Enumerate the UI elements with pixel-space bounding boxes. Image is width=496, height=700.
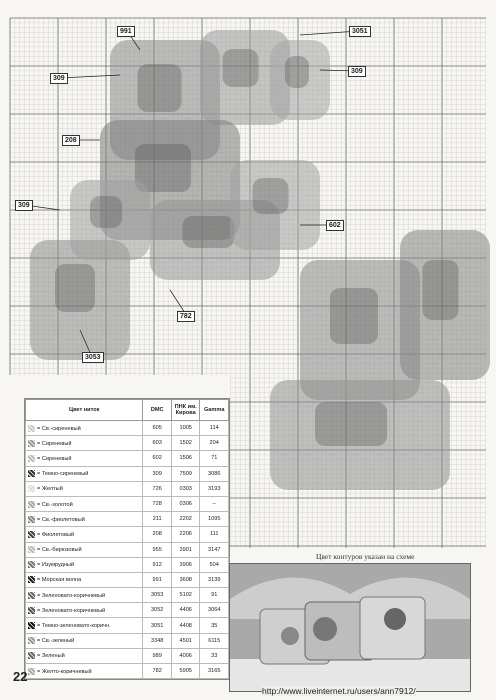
legend-row — [26, 557, 229, 572]
legend-gamma: 504 — [200, 557, 229, 572]
legend-dmc: 208 — [143, 527, 172, 542]
legend-thread-name: = Морская волна — [26, 572, 143, 587]
legend-gamma: 3086 — [200, 466, 229, 481]
legend-pnk: 1005 — [171, 421, 200, 436]
legend-pnk: 5102 — [171, 588, 200, 603]
legend-gamma: 71 — [200, 451, 229, 466]
legend-pnk: 3608 — [171, 572, 200, 587]
stitch-symbol-icon — [28, 516, 35, 523]
legend-pnk: 4406 — [171, 603, 200, 618]
legend-pnk: 5905 — [171, 664, 200, 679]
legend-gamma: 1095 — [200, 512, 229, 527]
legend-row — [26, 572, 229, 587]
stitch-symbol-icon — [28, 668, 35, 675]
legend-dmc: 782 — [143, 664, 172, 679]
color-code-label: 309 — [50, 73, 68, 84]
legend-pnk: 3906 — [171, 557, 200, 572]
legend-gamma: 114 — [200, 421, 229, 436]
color-code-label: 602 — [326, 220, 344, 231]
legend-thread-name: = Изумрудный — [26, 557, 143, 572]
legend-thread-name: = Зеленовато-коричневый — [26, 588, 143, 603]
legend-gamma: 3165 — [200, 664, 229, 679]
color-code-label: 309 — [15, 200, 33, 211]
stitch-symbol-icon — [28, 576, 35, 583]
legend-pnk: 2202 — [171, 512, 200, 527]
caption: Цвет контуров указан на схеме — [316, 552, 415, 561]
legend-row — [26, 664, 229, 679]
legend-row — [26, 451, 229, 466]
legend-header-dmc: DMC — [143, 400, 172, 421]
legend-row — [26, 421, 229, 436]
legend-pnk: 4501 — [171, 633, 200, 648]
watermark-url[interactable]: http://www.liveinternet.ru/users/ann7912/ — [262, 686, 416, 696]
legend-gamma: 3139 — [200, 572, 229, 587]
legend-thread-name: = Желтый — [26, 481, 143, 496]
stitch-symbol-icon — [28, 652, 35, 659]
legend-dmc: 3051 — [143, 618, 172, 633]
stitch-symbol-icon — [28, 440, 35, 447]
legend-pnk: 2206 — [171, 527, 200, 542]
legend-row — [26, 542, 229, 557]
color-code-label: 991 — [117, 26, 135, 37]
color-code-label: 3053 — [82, 352, 104, 363]
stitch-symbol-icon — [28, 470, 35, 477]
legend-gamma: – — [200, 496, 229, 511]
legend-row — [26, 648, 229, 663]
stitch-symbol-icon — [28, 561, 35, 568]
legend-thread-name: = Св.-зеленый — [26, 633, 143, 648]
legend-dmc: 726 — [143, 481, 172, 496]
legend-row — [26, 603, 229, 618]
stitch-symbol-icon — [28, 637, 35, 644]
legend-dmc: 3053 — [143, 588, 172, 603]
legend-dmc: 3052 — [143, 603, 172, 618]
legend-thread-name: = Зеленовато-коричневый — [26, 603, 143, 618]
color-code-label: 3051 — [349, 26, 371, 37]
legend-thread-name: = Зеленый — [26, 648, 143, 663]
legend-pnk: 3901 — [171, 542, 200, 557]
photo-illustration — [230, 564, 470, 691]
legend-gamma: 3064 — [200, 603, 229, 618]
legend-row — [26, 633, 229, 648]
stitch-symbol-icon — [28, 592, 35, 599]
legend-pnk: 4006 — [171, 648, 200, 663]
legend-row — [26, 618, 229, 633]
legend-thread-name: = Желто-коричневый — [26, 664, 143, 679]
legend-dmc: 603 — [143, 436, 172, 451]
legend-gamma: 91 — [200, 588, 229, 603]
legend-gamma: 111 — [200, 527, 229, 542]
legend-pnk: 1506 — [171, 451, 200, 466]
color-code-label: 782 — [177, 311, 195, 322]
product-photo — [229, 563, 471, 692]
legend-thread-name: = Сиреневый — [26, 436, 143, 451]
legend-dmc: 912 — [143, 557, 172, 572]
stitch-symbol-icon — [28, 455, 35, 462]
legend-table — [25, 399, 229, 679]
legend-dmc: 211 — [143, 512, 172, 527]
legend-dmc: 989 — [143, 648, 172, 663]
stitch-symbol-icon — [28, 485, 35, 492]
color-legend — [24, 398, 230, 680]
color-code-label: 208 — [62, 135, 80, 146]
page-number: 22 — [13, 669, 28, 684]
stitch-symbol-icon — [28, 607, 35, 614]
legend-dmc: 309 — [143, 466, 172, 481]
legend-dmc: 728 — [143, 496, 172, 511]
stitch-symbol-icon — [28, 425, 35, 432]
stitch-symbol-icon — [28, 531, 35, 538]
stitch-symbol-icon — [28, 546, 35, 553]
legend-row — [26, 496, 229, 511]
legend-pnk: 1502 — [171, 436, 200, 451]
legend-thread-name: = Св.-золотой — [26, 496, 143, 511]
legend-header-pnk: ПНК им. Кирова — [171, 400, 200, 421]
legend-gamma: 33 — [200, 648, 229, 663]
legend-gamma: 35 — [200, 618, 229, 633]
legend-rows — [26, 421, 229, 679]
legend-gamma: 6115 — [200, 633, 229, 648]
legend-row — [26, 436, 229, 451]
legend-thread-name: = Темно-сиреневый — [26, 466, 143, 481]
legend-pnk: 4408 — [171, 618, 200, 633]
legend-dmc: 602 — [143, 451, 172, 466]
legend-pnk: 7509 — [171, 466, 200, 481]
legend-gamma: 3147 — [200, 542, 229, 557]
legend-dmc: 3348 — [143, 633, 172, 648]
legend-header-name: Цвет ниток — [26, 400, 143, 421]
color-code-label: 309 — [348, 66, 366, 77]
legend-thread-name: = Сиреневый — [26, 451, 143, 466]
legend-gamma: 204 — [200, 436, 229, 451]
stitch-symbol-icon — [28, 501, 35, 508]
legend-row — [26, 466, 229, 481]
legend-row — [26, 588, 229, 603]
legend-pnk: 0303 — [171, 481, 200, 496]
legend-dmc: 991 — [143, 572, 172, 587]
legend-thread-name: = Св.-бирюзовый — [26, 542, 143, 557]
legend-dmc: 955 — [143, 542, 172, 557]
legend-pnk: 0306 — [171, 496, 200, 511]
legend-thread-name: = Св.-сиреневый — [26, 421, 143, 436]
legend-gamma: 3193 — [200, 481, 229, 496]
stitch-symbol-icon — [28, 622, 35, 629]
legend-header-gamma: Gamma — [200, 400, 229, 421]
legend-row — [26, 512, 229, 527]
legend-row — [26, 481, 229, 496]
legend-row — [26, 527, 229, 542]
legend-thread-name: = Св.-фиолетовый — [26, 512, 143, 527]
legend-dmc: 605 — [143, 421, 172, 436]
legend-thread-name: = Темно-зеленовато-коричн. — [26, 618, 143, 633]
legend-thread-name: = Фиолетовый — [26, 527, 143, 542]
